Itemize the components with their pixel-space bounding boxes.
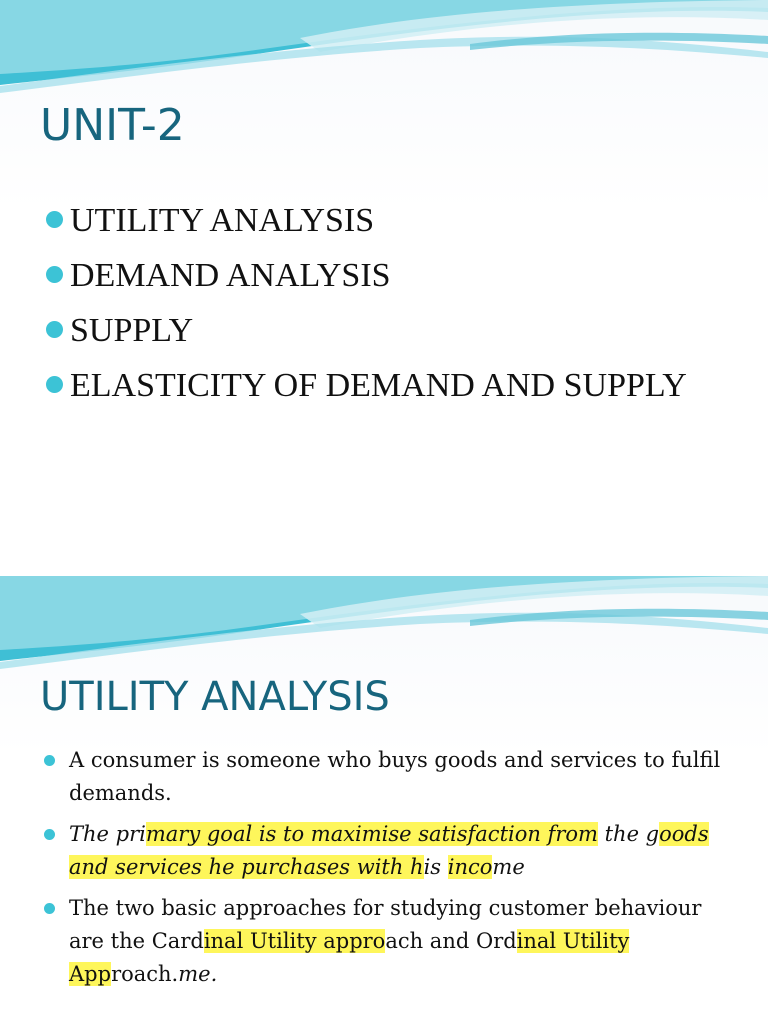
slide-2 bbox=[0, 576, 768, 1024]
wave-header-decoration bbox=[0, 0, 768, 95]
highlighted-text: inal Utility App bbox=[69, 929, 630, 986]
bullet-icon bbox=[46, 376, 63, 393]
highlighted-text: mary goal is to maximise satisfaction from bbox=[145, 822, 598, 846]
topic-list bbox=[46, 196, 736, 416]
list-item: SUPPLY bbox=[46, 306, 736, 355]
bullet-icon bbox=[44, 755, 55, 766]
list-item: The primary goal is to maximise satisfaction from the goods and services he purchases with his income bbox=[44, 818, 724, 884]
slide-title: UTILITY ANALYSIS bbox=[40, 674, 390, 720]
slide-title: UNIT-2 bbox=[40, 100, 185, 151]
highlighted-text: inal Utility appro bbox=[203, 929, 386, 953]
wave-header-decoration bbox=[0, 576, 768, 671]
highlighted-text: inco bbox=[447, 855, 493, 879]
list-item: ELASTICITY OF DEMAND AND SUPPLY bbox=[46, 361, 736, 410]
content-list bbox=[44, 744, 724, 999]
bullet-icon bbox=[44, 829, 55, 840]
slide-gap bbox=[0, 524, 768, 576]
list-item: A consumer is someone who buys goods and services to fulfil demands. bbox=[44, 744, 724, 810]
list-item: UTILITY ANALYSIS bbox=[46, 196, 736, 245]
bullet-icon bbox=[46, 266, 63, 283]
list-item: The two basic approaches for studying customer behaviour are the Cardinal Utility approach and Ordinal Utility Approach.me. bbox=[44, 892, 724, 991]
bullet-icon bbox=[44, 903, 55, 914]
bullet-icon bbox=[46, 211, 63, 228]
highlighted-text: oods and services he purchases with h bbox=[69, 822, 709, 879]
bullet-icon bbox=[46, 321, 63, 338]
list-item: DEMAND ANALYSIS bbox=[46, 251, 736, 300]
